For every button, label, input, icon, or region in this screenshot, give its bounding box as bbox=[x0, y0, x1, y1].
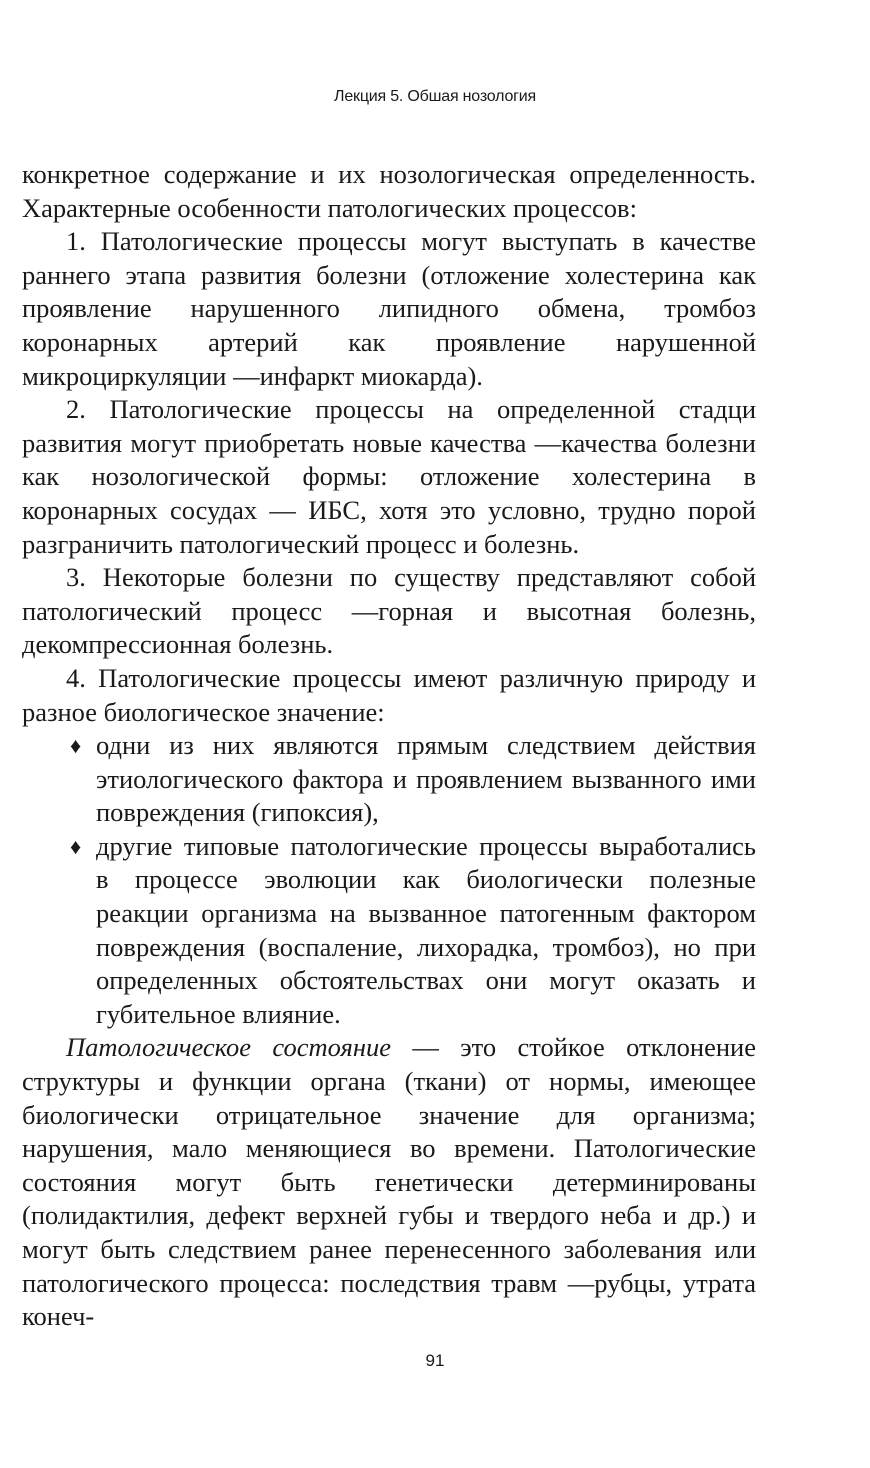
body-text bbox=[22, 158, 756, 1334]
bullet-item: ♦ другие типовые патологические процессы выработались в процессе эволюции как биологически полезные реакции организма на вызванное патогенным фактором повреждения (воспаление, лихорадка, тромбоз), но при определенных обстоятельствах они могут оказать и губительное влияние. bbox=[96, 830, 756, 1032]
running-head: Лекция 5. Обшая нозология bbox=[334, 88, 536, 105]
paragraph-item-2: 2. Патологические процессы на определенной стадци развития могут приобретать новые качества —качества болезни как нозологической формы: отложение холестерина в коронарных сосудах — ИБС, хотя это условно, трудно порой разграничить патологический процесс и болезнь. bbox=[22, 394, 756, 559]
paragraph-continuation: конкретное содержание и их нозологическая определенность. Характерные особенности патологических процессов: bbox=[22, 159, 756, 223]
defined-term: Патологическое состояние bbox=[66, 1032, 392, 1063]
bullet-item: ♦ одни из них являются прямым следствием действия этиологического фактора и проявлением вызванного ими повреждения (гипоксия), bbox=[96, 729, 756, 830]
paragraph-item-3: 3. Некоторые болезни по существу представляют собой патологический процесс —горная и высотная болезнь, декомпрессионная болезнь. bbox=[22, 562, 756, 660]
page-number: 91 bbox=[425, 1351, 445, 1370]
paragraph-definition bbox=[22, 1031, 756, 1333]
paragraph-item-4: 4. Патологические процессы имеют различную природу и разное биологическое значение: bbox=[22, 662, 756, 727]
definition-text: — это стойкое отклонение структуры и функции органа (ткани) от нормы, имеющее биологически отрицательное значение для организма; нарушения, мало меняющиеся во времени. Патологические состояния могут быть генетически детерминированы (полидактилия, дефект верхней губы и твердого неба и др.) и могут быть следствием ранее перенесенного заболевания или патологического процесса: последствия травм —рубцы, утрата конеч- bbox=[22, 1032, 756, 1332]
paragraph-item-1: 1. Патологические процессы могут выступать в качестве раннего этапа развития болезни (отложение холестерина как проявление нарушенного липидного обмена, тромбоз коронарных артерий как проявление нарушенной микроциркуляции —инфаркт миокарда). bbox=[22, 226, 756, 391]
bullet-list bbox=[22, 729, 756, 1031]
